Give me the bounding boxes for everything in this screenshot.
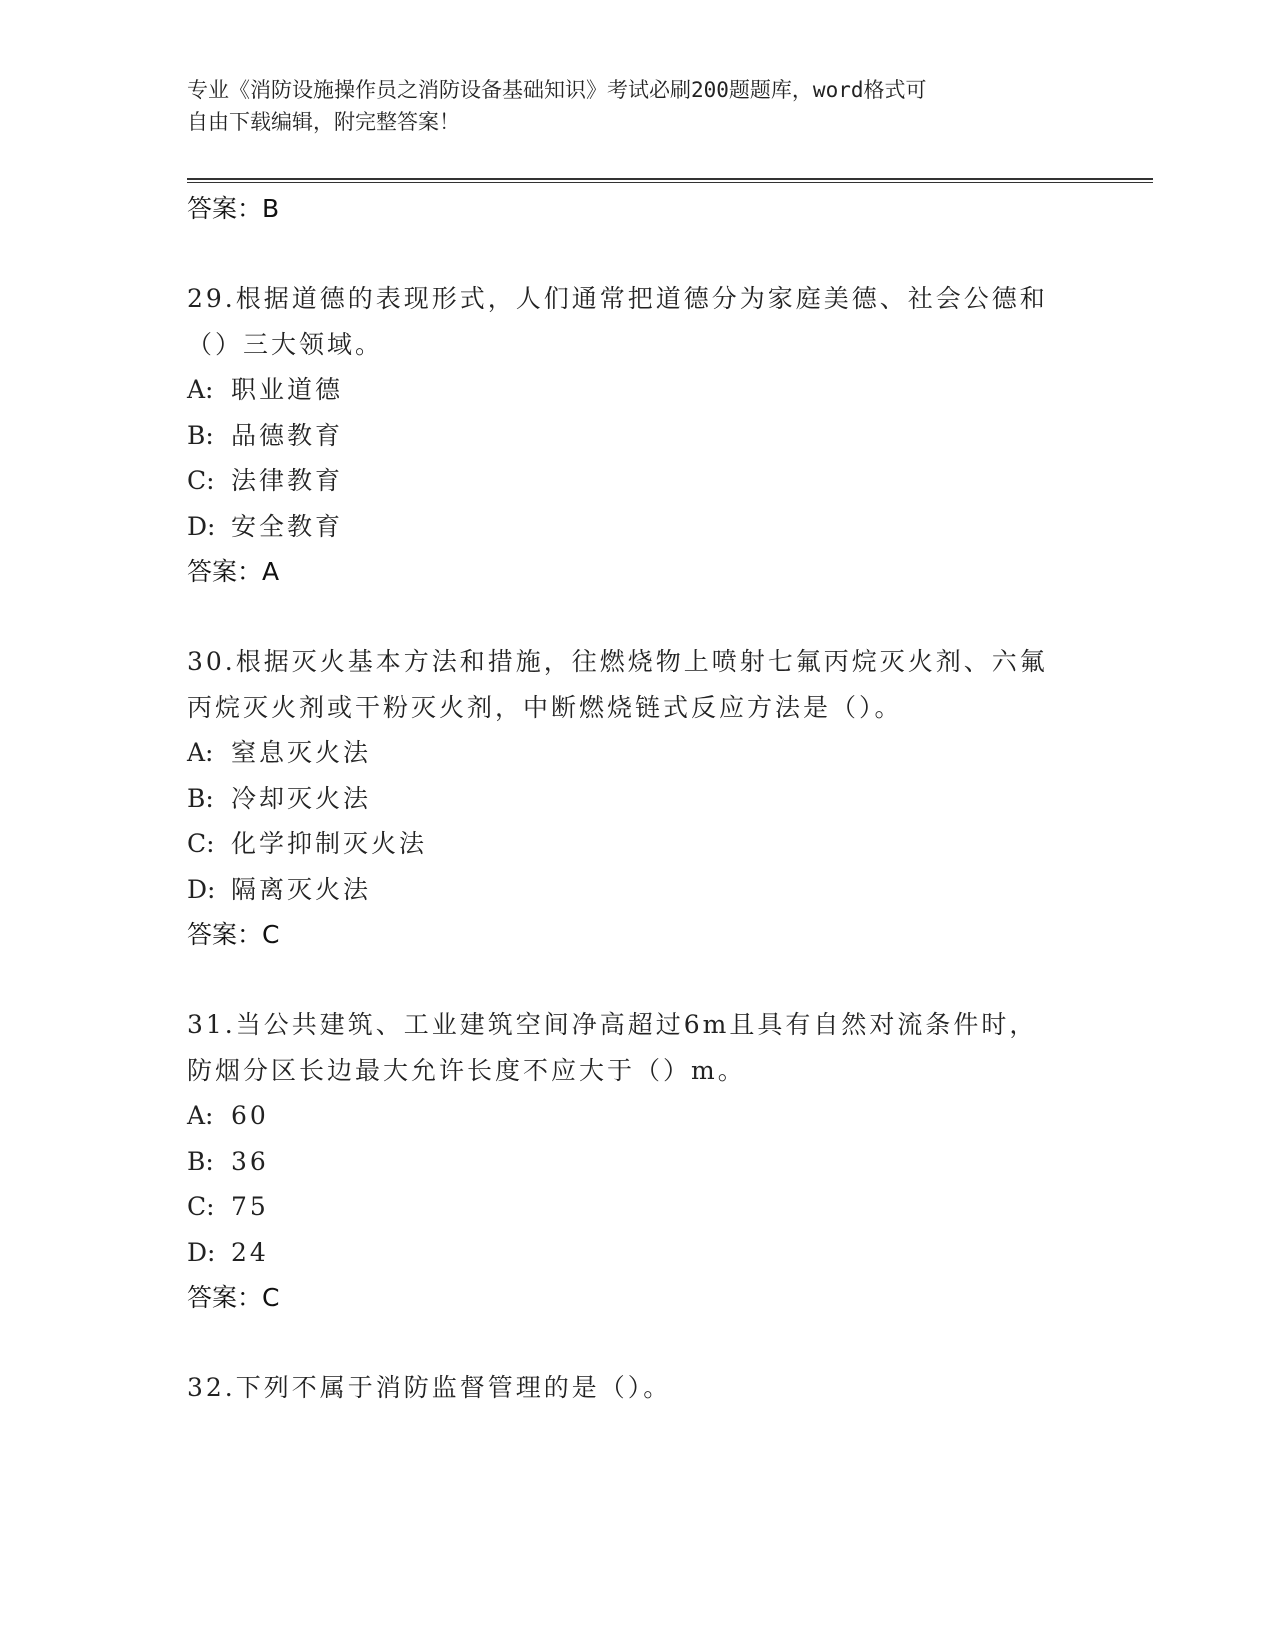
option-b (187, 776, 1087, 822)
option-key: B: (187, 783, 214, 813)
question-30 (187, 639, 1087, 958)
answer-28: 答案：B (187, 194, 280, 223)
question-stem-line: 29.根据道德的表现形式，人们通常把道德分为家庭美德、社会公德和 (187, 284, 1048, 313)
option-key: B: (187, 1146, 214, 1176)
question-32 (187, 1365, 1087, 1411)
option-a (187, 367, 1087, 413)
option-a (187, 730, 1087, 776)
option-a (187, 1093, 1087, 1139)
option-c (187, 458, 1087, 504)
option-text: 冷却灭火法 (231, 783, 372, 813)
option-text: 隔离灭火法 (231, 874, 372, 904)
header-rule-thin (187, 182, 1153, 183)
option-key: A: (187, 738, 214, 767)
question-stem-line: 丙烷灭火剂或干粉灭火剂，中断燃烧链式反应方法是（）。 (187, 692, 903, 722)
option-key: C: (187, 1192, 215, 1221)
question-stem-line: 30.根据灭火基本方法和措施，往燃烧物上喷射七氟丙烷灭火剂、六氟 (187, 647, 1048, 676)
question-stem-line: 防烟分区长边最大允许长度不应大于（）m。 (187, 1055, 746, 1085)
question-stem (187, 639, 1087, 730)
question-stem-line: （）三大领域。 (187, 329, 384, 359)
question-stem-line: 32.下列不属于消防监督管理的是（）。 (187, 1373, 672, 1402)
option-text: 品德教育 (231, 420, 344, 450)
option-c (187, 1184, 1087, 1230)
option-d (187, 504, 1087, 550)
option-b (187, 1139, 1087, 1185)
answer-30: 答案：C (187, 920, 280, 949)
question-stem (187, 1365, 1087, 1411)
option-text: 法律教育 (231, 466, 344, 495)
header-line-1: 专业《消防设施操作员之消防设备基础知识》考试必刷200题题库，word格式可 (187, 78, 927, 102)
option-d (187, 1230, 1087, 1276)
option-text: 窒息灭火法 (231, 738, 372, 767)
option-key: D: (187, 874, 216, 904)
header-line-2: 自由下载编辑，附完整答案！ (187, 110, 460, 134)
option-text: 安全教育 (231, 511, 344, 541)
question-stem (187, 1002, 1087, 1093)
option-key: A: (187, 375, 214, 404)
question-stem-line: 31.当公共建筑、工业建筑空间净高超过6m且具有自然对流条件时， (187, 1010, 1038, 1039)
option-text: 化学抑制灭火法 (231, 829, 428, 858)
option-key: A: (187, 1101, 214, 1130)
option-key: D: (187, 511, 216, 541)
option-key: B: (187, 420, 214, 450)
header-rule-thick (187, 178, 1153, 180)
question-31 (187, 1002, 1087, 1321)
question-29 (187, 276, 1087, 595)
option-text: 24 (231, 1237, 269, 1267)
option-text: 职业道德 (231, 375, 344, 404)
option-d (187, 867, 1087, 913)
option-text: 75 (231, 1192, 269, 1221)
question-stem (187, 276, 1087, 367)
option-key: C: (187, 829, 215, 858)
option-b (187, 413, 1087, 459)
answer-29: 答案：A (187, 557, 280, 586)
option-text: 60 (231, 1101, 269, 1130)
answer-31: 答案：C (187, 1283, 280, 1312)
document-body (187, 186, 1087, 1411)
option-key: C: (187, 466, 215, 495)
option-c (187, 821, 1087, 867)
document-header (187, 74, 1087, 138)
option-text: 36 (231, 1146, 269, 1176)
option-key: D: (187, 1237, 216, 1267)
